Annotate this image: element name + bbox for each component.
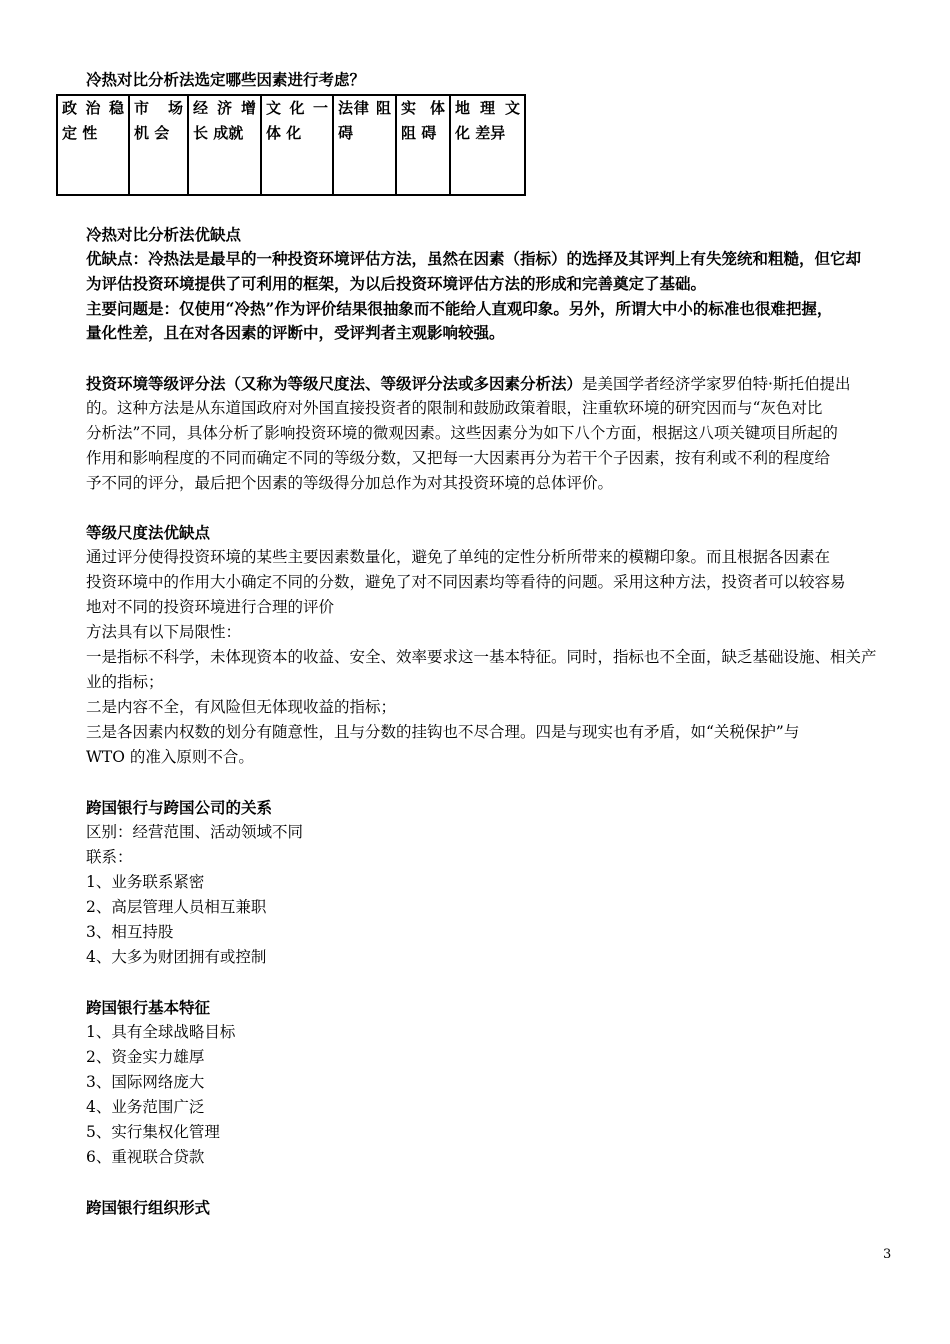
list-item: 2、资金实力雄厚 bbox=[86, 1048, 205, 1066]
paragraph-line: 的。这种方法是从东道国政府对外国直接投资者的限制和鼓励政策着眼，注重软环境的研究因而与“灰色对比 bbox=[86, 399, 823, 417]
paragraph-line: 地对不同的投资环境进行合理的评价 bbox=[86, 598, 335, 616]
paragraph-line: 通过评分使得投资环境的某些主要因素数量化，避免了单纯的定性分析所带来的模糊印象。而且根据各因素在 bbox=[86, 548, 831, 566]
page-number: 3 bbox=[883, 1247, 892, 1262]
table-cell: 法律 阻碍 bbox=[333, 95, 396, 195]
section-heading-bank-org-forms: 跨国银行组织形式 bbox=[86, 1198, 211, 1217]
list-item: 5、实行集权化管理 bbox=[86, 1123, 220, 1141]
factors-table bbox=[56, 94, 526, 196]
list-item: 4、业务范围广泛 bbox=[86, 1098, 205, 1116]
paragraph-line: 作用和影响程度的不同而确定不同的等级分数，又把每一大因素再分为若干个子因素，按有利或不利的程度给 bbox=[86, 449, 831, 467]
list-item: 2、高层管理人员相互兼职 bbox=[86, 898, 267, 916]
paragraph-line: 优缺点：冷热法是最早的一种投资环境评估方法，虽然在因素（指标）的选择及其评判上有失笼统和粗糙，但它却 bbox=[86, 249, 862, 268]
term-text: 投资环境等级评分法（又称为等级尺度法、等级评分法或多因素分析法） bbox=[86, 374, 583, 393]
paragraph-line: 予不同的评分，最后把个因素的等级得分加总作为对其投资环境的总体评价。 bbox=[86, 474, 614, 492]
table-cell: 市 场 机 会 bbox=[129, 95, 188, 195]
list-item: 6、重视联合贷款 bbox=[86, 1148, 205, 1166]
paragraph-line: 二是内容不全，有风险但无体现收益的指标； bbox=[86, 698, 397, 716]
table-row bbox=[57, 95, 525, 195]
list-item: 1、具有全球战略目标 bbox=[86, 1023, 236, 1041]
list-item: 3、相互持股 bbox=[86, 923, 174, 941]
list-item: 4、大多为财团拥有或控制 bbox=[86, 948, 267, 966]
list-item: 1、业务联系紧密 bbox=[86, 873, 205, 891]
paragraph-line: 方法具有以下局限性： bbox=[86, 623, 242, 641]
table-cell: 实 体 阻 碍 bbox=[396, 95, 450, 195]
paragraph-line: 为评估投资环境提供了可利用的框架，为以后投资环境评估方法的形成和完善奠定了基础。 bbox=[86, 274, 707, 293]
list-item: 3、国际网络庞大 bbox=[86, 1073, 205, 1091]
paragraph-line: WTO 的准入原则不合。 bbox=[86, 748, 254, 766]
paragraph-line: 三是各因素内权数的划分有随意性，且与分数的挂钩也不尽合理。四是与现实也有矛盾，如“关税保护”与 bbox=[86, 723, 800, 741]
list-item: 联系： bbox=[86, 848, 133, 866]
section-heading-grading-pros-cons: 等级尺度法优缺点 bbox=[86, 523, 211, 542]
section-heading-cold-hot-pros-cons: 冷热对比分析法优缺点 bbox=[86, 225, 242, 244]
section-heading-bank-company-relation: 跨国银行与跨国公司的关系 bbox=[86, 798, 273, 817]
table-cell: 地 理 文 化 差异 bbox=[450, 95, 525, 195]
paragraph-line: 分析法”不同，具体分析了影响投资环境的微观因素。这些因素分为如下八个方面，根据这八项关键项目所起的 bbox=[86, 424, 838, 442]
paragraph-line: 一是指标不科学，未体现资本的收益、安全、效率要求这一基本特征。同时，指标也不全面，缺乏基础设施、相关产 bbox=[86, 648, 877, 666]
paragraph-line: 主要问题是：仅使用“冷热”作为评价结果很抽象而不能给人直观印象。另外，所谓大中小的标准也很难把握， bbox=[86, 299, 833, 318]
paragraph-line bbox=[86, 371, 850, 396]
table-cell: 文 化 一 体 化 bbox=[261, 95, 333, 195]
table-cell: 经 济 增 长 成就 bbox=[188, 95, 261, 195]
paragraph-line: 投资环境中的作用大小确定不同的分数，避免了对不同因素均等看待的问题。采用这种方法，投资者可以较容易 bbox=[86, 573, 846, 591]
paragraph-line: 业的指标； bbox=[86, 673, 164, 691]
section-heading-bank-features: 跨国银行基本特征 bbox=[86, 998, 211, 1017]
paragraph-text: 是美国学者经济学家罗伯特·斯托伯提出 bbox=[582, 375, 851, 393]
table-cell: 政 治 稳 定 性 bbox=[57, 95, 129, 195]
section-heading-cold-hot-factors: 冷热对比分析法选定哪些因素进行考虑？ bbox=[86, 70, 366, 89]
list-item: 区别：经营范围、活动领域不同 bbox=[86, 823, 304, 841]
paragraph-line: 量化性差，且在对各因素的评断中，受评判者主观影响较强。 bbox=[86, 323, 505, 342]
